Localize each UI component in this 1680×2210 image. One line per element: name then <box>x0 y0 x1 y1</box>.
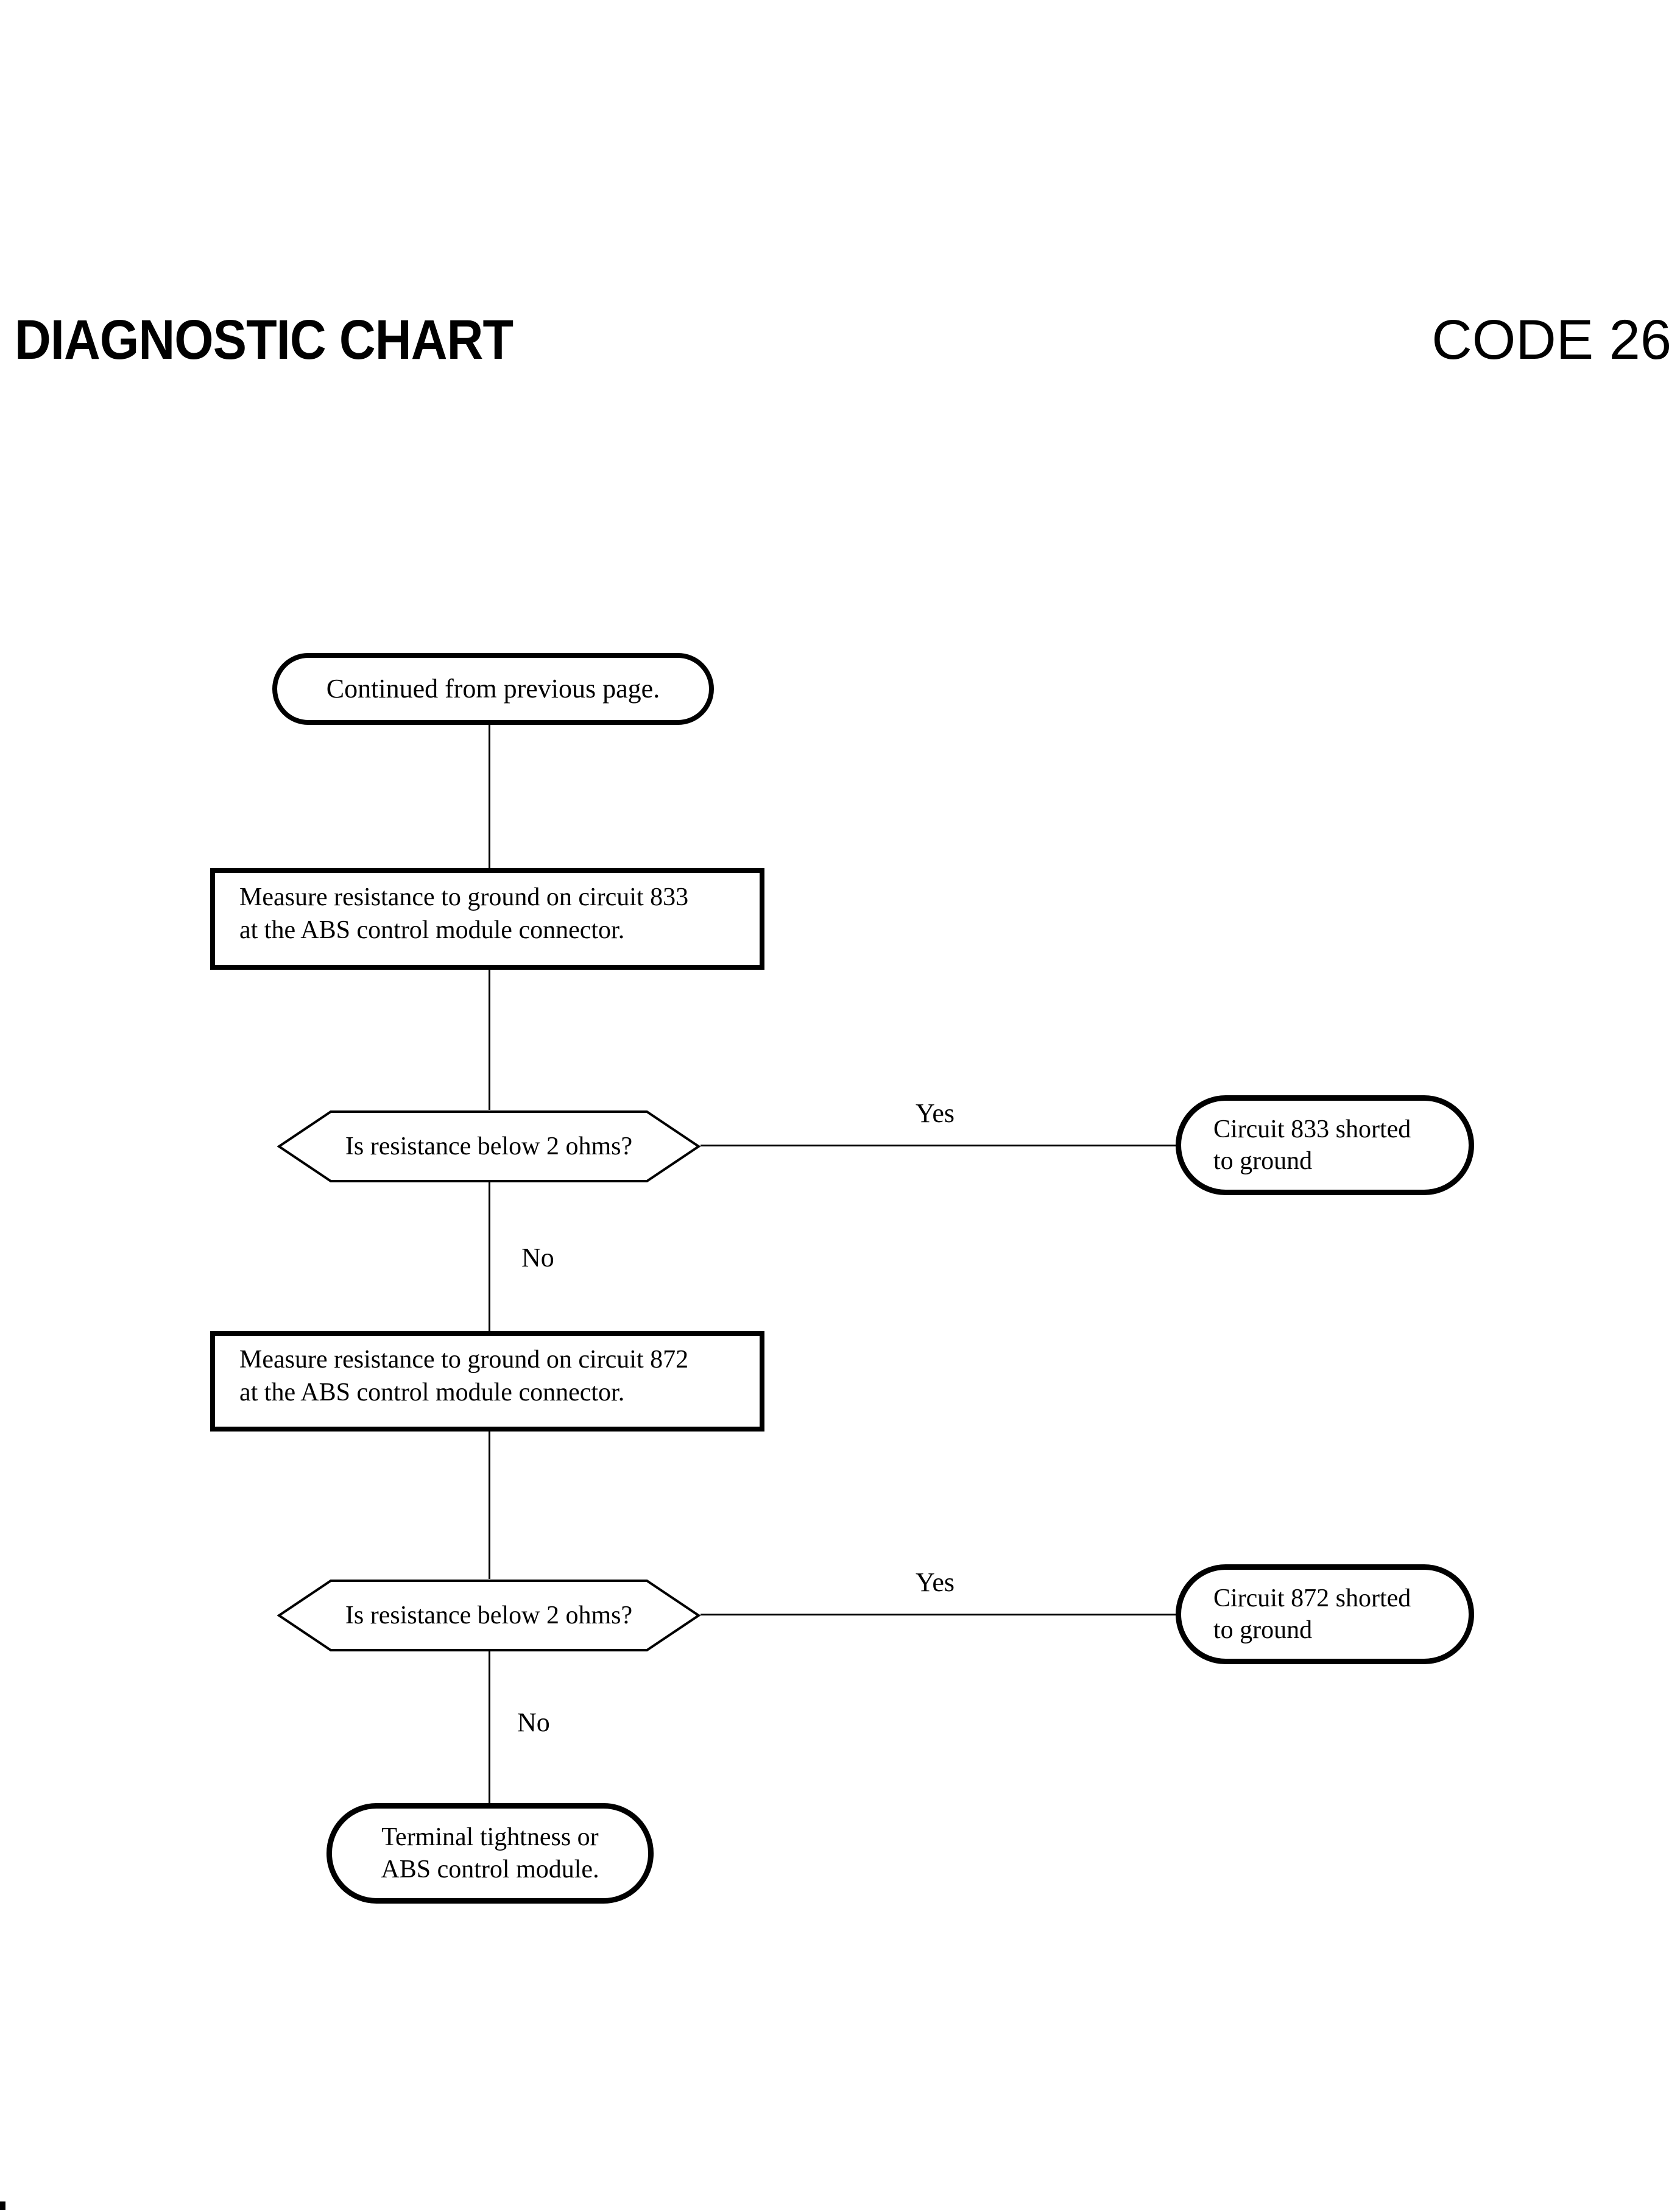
node-terminal-tightness-or-abs-module <box>326 1803 654 1904</box>
node-measure-circuit-872 <box>210 1331 764 1432</box>
node-text-line2: to ground <box>1213 1147 1313 1175</box>
connector-step872-to-decision872 <box>489 1432 490 1579</box>
page-title: DIAGNOSTIC CHART <box>15 309 514 371</box>
node-text-line1: Measure resistance to ground on circuit 833 <box>239 883 689 911</box>
node-text-line1: Circuit 872 shorted <box>1213 1584 1411 1612</box>
node-text <box>1213 1583 1411 1646</box>
node-text: Continued from previous page. <box>326 673 660 704</box>
branch-label-yes-872: Yes <box>916 1567 955 1597</box>
node-continued-from-previous-page <box>272 653 714 725</box>
node-text-line2: ABS control module. <box>381 1855 599 1883</box>
branch-label-yes-833: Yes <box>916 1098 955 1128</box>
diagnostic-code-label: CODE 26 <box>1431 309 1671 371</box>
decision-question: Is resistance below 2 ohms? <box>345 1601 633 1629</box>
connector-decision833-no <box>489 1182 490 1331</box>
scan-artifact-speck <box>0 2201 5 2210</box>
node-decision-resistance-833 <box>277 1110 701 1183</box>
connector-decision833-yes <box>701 1145 1177 1146</box>
node-text-line1: Circuit 833 shorted <box>1213 1115 1411 1143</box>
branch-label-no-872: No <box>517 1707 550 1737</box>
branch-label-no-833: No <box>521 1243 554 1273</box>
connector-decision872-no <box>489 1651 490 1803</box>
node-text <box>1213 1114 1411 1177</box>
node-text-line1: Measure resistance to ground on circuit 872 <box>239 1345 689 1374</box>
decision-question: Is resistance below 2 ohms? <box>345 1132 633 1160</box>
connector-start-to-step833 <box>489 725 490 868</box>
node-text-line2: at the ABS control module connector. <box>239 1378 625 1407</box>
connector-decision872-yes <box>701 1614 1177 1615</box>
node-measure-circuit-833 <box>210 868 764 970</box>
node-text-line1: Terminal tightness or <box>381 1823 599 1851</box>
node-text-line2: at the ABS control module connector. <box>239 916 625 944</box>
node-text <box>381 1821 599 1886</box>
node-decision-resistance-872 <box>277 1579 701 1652</box>
node-text-line2: to ground <box>1213 1616 1313 1644</box>
node-result-circuit-872-shorted <box>1176 1564 1474 1664</box>
connector-step833-to-decision833 <box>489 970 490 1110</box>
node-result-circuit-833-shorted <box>1176 1095 1474 1195</box>
